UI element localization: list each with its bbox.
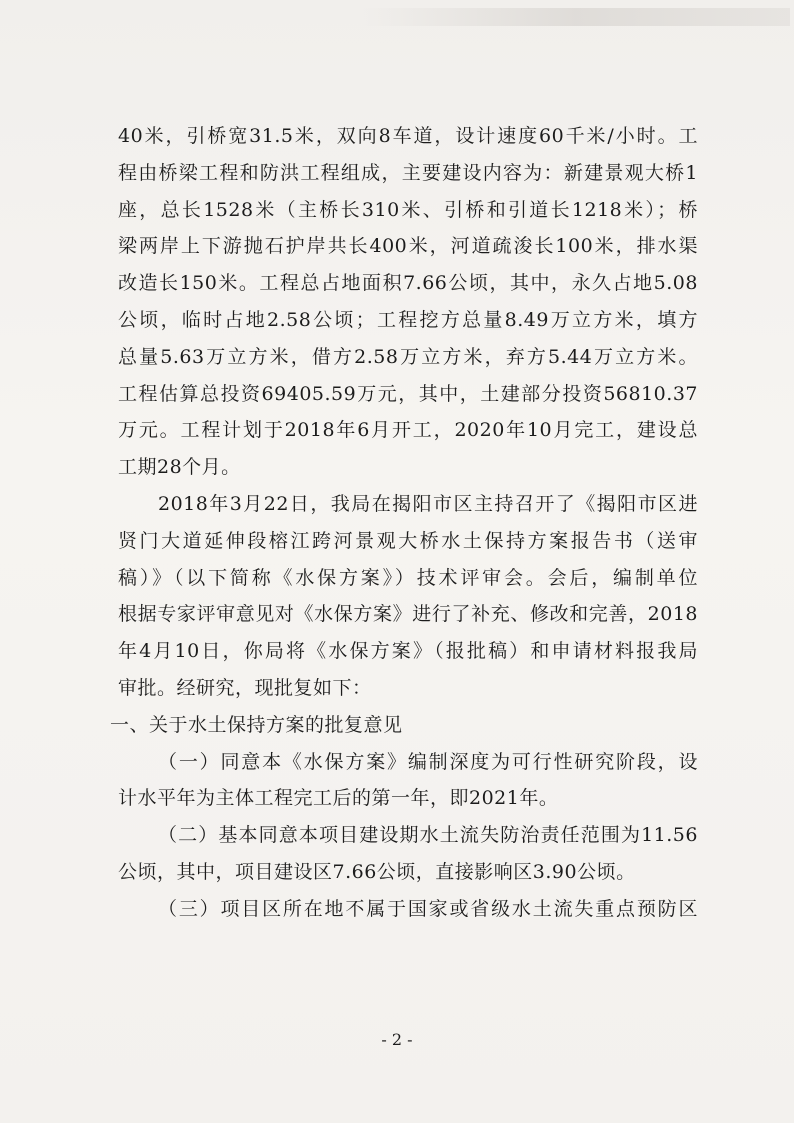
- text-line: 稿）》（以下简称《水保方案》）技术评审会。会后，编制单位: [118, 566, 698, 589]
- text-line: 总量5.63万立方米，借方2.58万立方米，弃方5.44万立方米。: [118, 345, 698, 368]
- text-line: 梁两岸上下游抛石护岸共长400米，河道疏浚长100米，排水渠: [118, 235, 698, 258]
- section-heading: 一、关于水土保持方案的批复意见: [110, 713, 403, 736]
- text-line: 贤门大道延伸段榕江跨河景观大桥水土保持方案报告书（送审: [118, 529, 698, 552]
- text-line: 工程估算总投资69405.59万元，其中，土建部分投资56810.37: [118, 382, 698, 405]
- text-line: 程由桥梁工程和防洪工程组成，主要建设内容为：新建景观大桥1: [118, 161, 698, 184]
- text-line: 年4月10日，你局将《水保方案》（报批稿）和申请材料报我局: [118, 640, 698, 663]
- text-line: 计水平年为主体工程完工后的第一年，即2021年。: [118, 787, 559, 810]
- text-line: （一）同意本《水保方案》编制深度为可行性研究阶段，设: [158, 750, 698, 773]
- text-line: 座，总长1528米（主桥长310米、引桥和引道长1218米）；桥: [118, 198, 698, 221]
- text-line: 公顷，其中，项目建设区7.66公顷，直接影响区3.90公顷。: [118, 860, 636, 883]
- page-number: - 2 -: [381, 1030, 413, 1049]
- document-body: [110, 118, 698, 928]
- text-line: 审批。经研究，现批复如下：: [118, 676, 372, 699]
- text-line: 根据专家评审意见对《水保方案》进行了补充、修改和完善，2018: [118, 603, 698, 626]
- scan-artifact-strip: [360, 8, 790, 26]
- text-line: 万元。工程计划于2018年6月开工，2020年10月完工，建设总: [118, 419, 698, 442]
- text-line: 工期28个月。: [118, 456, 241, 479]
- text-line: 公顷，临时占地2.58公顷；工程挖方总量8.49万立方米，填方: [118, 308, 698, 331]
- text-line: （二）基本同意本项目建设期水土流失防治责任范围为11.56: [158, 824, 698, 847]
- text-line: （三）项目区所在地不属于国家或省级水土流失重点预防区: [158, 897, 698, 920]
- text-line: 改造长150米。工程总占地面积7.66公顷，其中，永久占地5.08: [118, 272, 698, 295]
- text-line: 40米，引桥宽31.5米，双向8车道，设计速度60千米/小时。工: [118, 125, 698, 147]
- text-line: 2018年3月22日，我局在揭阳市区主持召开了《揭阳市区进: [158, 492, 698, 515]
